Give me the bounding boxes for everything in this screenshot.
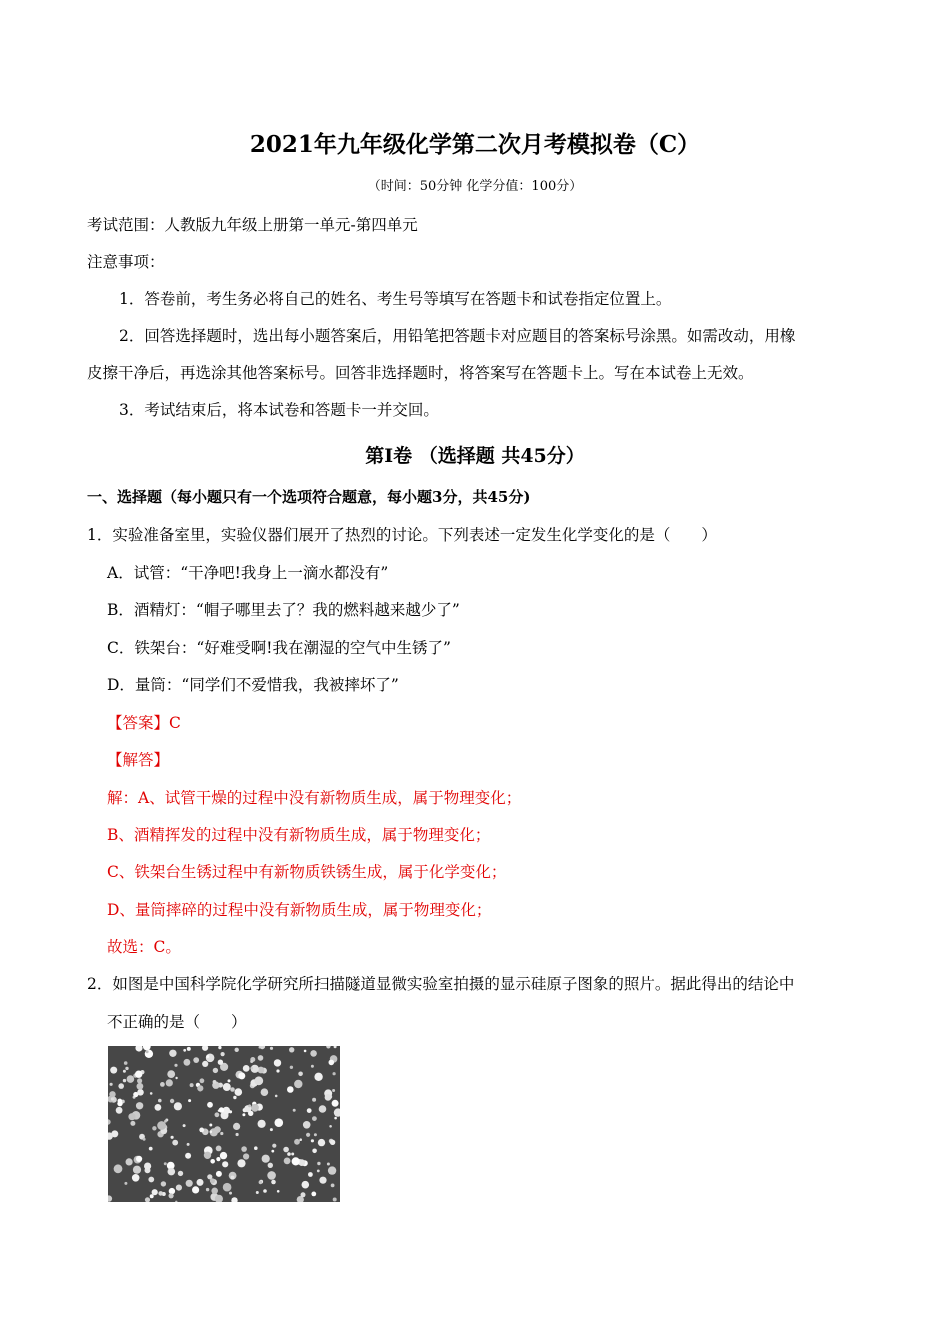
page-subtitle: （时间：50分钟 化学分值：100分）: [367, 179, 583, 194]
question-1-explain-label: 【解答】: [107, 751, 170, 769]
note-item-3: 3．考试结束后，将本试卷和答题卡一并交回。: [119, 401, 439, 419]
question-1-answer: 【答案】C: [107, 714, 181, 732]
note-item-1: 1．答卷前，考生务必将自己的姓名、考生号等填写在答题卡和试卷指定位置上。: [119, 290, 672, 308]
silicon-atom-micrograph: [108, 1046, 340, 1202]
question-1-explanation-5: 故选：C。: [107, 938, 181, 956]
question-1-option-a: A．试管：“干净吧!我身上一滴水都没有”: [107, 564, 389, 582]
question-1-option-c: C．铁架台：“好难受啊!我在潮湿的空气中生锈了”: [107, 639, 451, 657]
section-heading: 第Ⅰ卷 （选择题 共45分）: [365, 445, 585, 467]
notes-heading: 注意事项：: [87, 253, 165, 271]
part-title: 一、选择题（每小题只有一个选项符合题意，每小题3分，共45分): [87, 488, 531, 506]
note-item-2-line-2: 皮擦干净后，再选涂其他答案标号。回答非选择题时，将答案写在答题卡上。写在本试卷上无效。: [87, 364, 754, 382]
question-1-explanation-1: 解：A、试管干燥的过程中没有新物质生成，属于物理变化；: [107, 789, 522, 807]
question-2-stem-line-2: 不正确的是（ ）: [107, 1013, 247, 1031]
question-1-option-b: B．酒精灯：“帽子哪里去了？我的燃料越来越少了”: [107, 601, 460, 619]
question-1-explanation-3: C、铁架台生锈过程中有新物质铁锈生成，属于化学变化；: [107, 863, 507, 881]
question-1-explanation-4: D、量筒摔碎的过程中没有新物质生成，属于物理变化；: [107, 901, 492, 919]
silicon-atom-dots: [108, 1046, 340, 1202]
question-1-option-d: D．量筒：“同学们不爱惜我，我被摔坏了”: [107, 676, 399, 694]
question-2-stem-line-1: 2．如图是中国科学院化学研究所扫描隧道显微实验室拍摄的显示硅原子图象的照片。据此得出的结论中: [87, 975, 795, 993]
page-title: 2021年九年级化学第二次月考模拟卷（C）: [249, 131, 701, 158]
question-1-explanation-2: B、酒精挥发的过程中没有新物质生成，属于物理变化；: [107, 826, 491, 844]
exam-scope: 考试范围：人教版九年级上册第一单元-第四单元: [87, 216, 418, 234]
question-1-stem: 1．实验准备室里，实验仪器们展开了热烈的讨论。下列表述一定发生化学变化的是（ ）: [87, 526, 717, 544]
note-item-2-line-1: 2．回答选择题时，选出每小题答案后，用铅笔把答题卡对应题目的答案标号涂黑。如需改动，用橡: [119, 327, 796, 345]
